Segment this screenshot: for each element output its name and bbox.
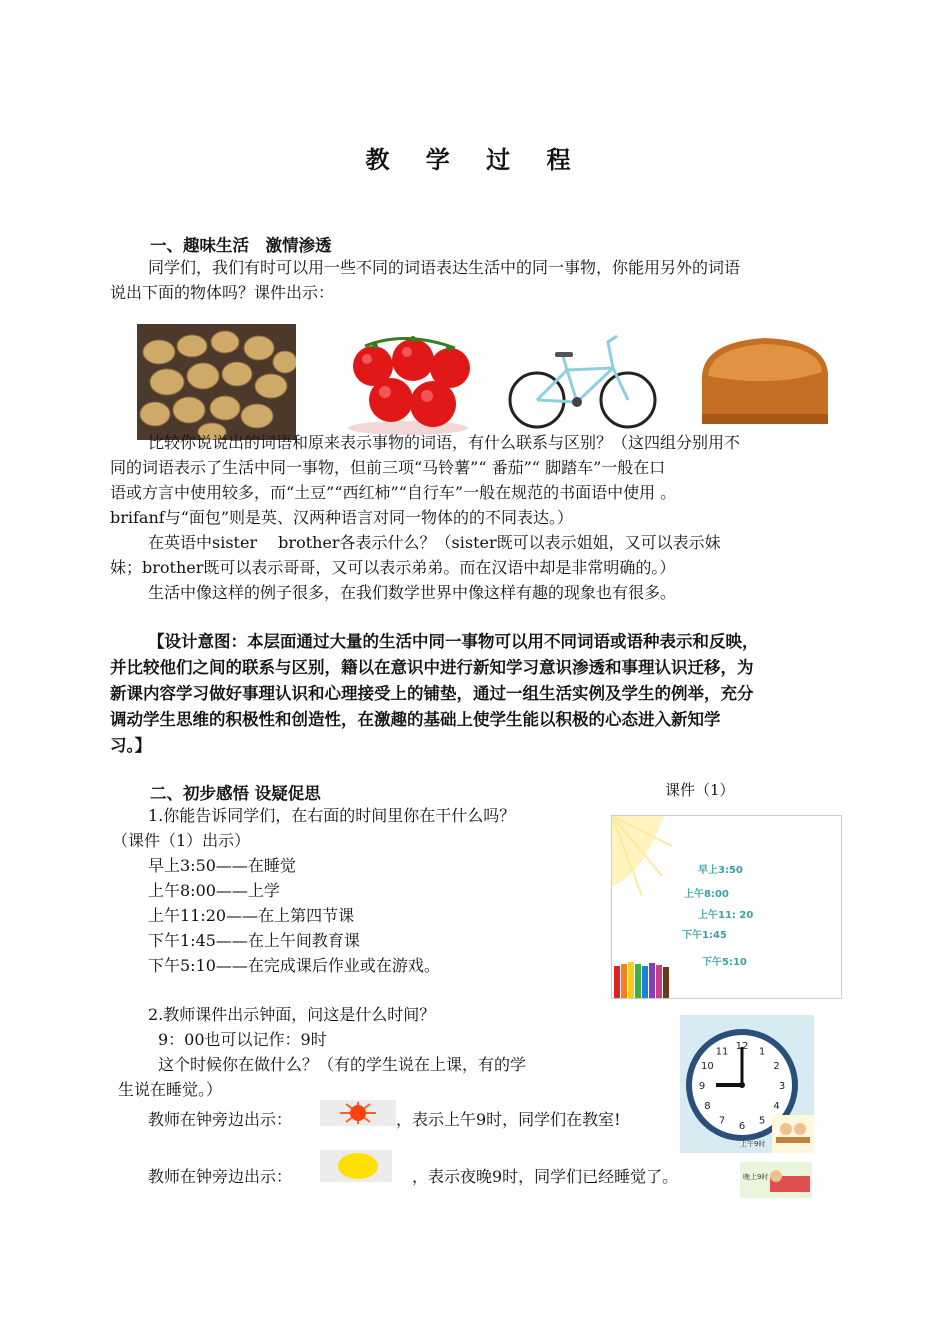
clock-number: 9 xyxy=(698,1081,706,1092)
courseware-slide xyxy=(611,815,842,999)
time-item: 下午1:45——在上午间教育课 xyxy=(148,931,360,950)
compare-line-2: 同的词语表示了生活中同一事物，但前三项“马铃薯”“ 番茄”“ 脚踏车”一般在口 xyxy=(110,458,666,477)
question-2-answer: 9：00也可以记作：9时 xyxy=(158,1030,327,1049)
slide-time: 上午8:00 xyxy=(684,889,729,900)
compare-line-4: brifanf与“面包”则是英、汉两种语言对同一物体的的不同表达。） xyxy=(110,508,574,527)
english-line-2: 妹；brother既可以表示哥哥，又可以表示弟弟。而在汉语中却是非常明确的。） xyxy=(110,558,676,577)
clock-number: 10 xyxy=(701,1061,714,1072)
question-2-ask-line-2: 生说在睡觉。） xyxy=(118,1080,223,1099)
time-item: 上午8:00——上学 xyxy=(148,881,280,900)
question-1-line-1: 1.你能告诉同学们，在右面的时间里你在干什么吗？ xyxy=(148,806,516,825)
question-1-line-2: （课件（1）出示） xyxy=(112,831,251,850)
page-title: 教 学 过 程 xyxy=(365,146,585,174)
design-line-2: 并比较他们之间的联系与区别，籍以在意识中进行新知学习意识渗透和事理认识迁移，为 xyxy=(110,658,754,677)
design-line-4: 调动学生思维的积极性和创造性，在激趣的基础上使学生能以积极的心态进入新知学 xyxy=(110,710,721,729)
design-line-1: 【设计意图：本层面通过大量的生活中同一事物可以用不同词语或语种表示和反映， xyxy=(148,632,759,651)
potato-image xyxy=(137,324,296,440)
sleep-caption: 晚上9时 xyxy=(743,1173,769,1181)
clock-number: 12 xyxy=(735,1041,749,1052)
time-item: 下午5:10——在完成课后作业或在游戏。 xyxy=(148,956,440,975)
clock-number: 5 xyxy=(758,1115,766,1127)
intro-line-2: 说出下面的物体吗？课件出示： xyxy=(110,283,335,302)
clock-number: 2 xyxy=(773,1061,780,1072)
sun-line-suffix: ，表示上午9时，同学们在教室! xyxy=(396,1110,621,1129)
design-line-5: 习。】 xyxy=(110,736,152,755)
life-line: 生活中像这样的例子很多，在我们数学世界中像这样有趣的现象也有很多。 xyxy=(148,583,677,602)
clock-number: 4 xyxy=(773,1101,780,1112)
moon-icon xyxy=(320,1150,392,1182)
classroom-icon xyxy=(772,1115,814,1153)
compare-line-1: 比较你说说出的词语和原来表示事物的词语，有什么联系与区别？（这四组分别用不 xyxy=(148,433,741,452)
question-2-ask-line-1: 这个时候你在做什么？（有的学生说在上课，有的学 xyxy=(158,1055,527,1074)
question-2: 2.教师课件出示钟面，问这是什么时间？ xyxy=(148,1005,436,1024)
bread-image xyxy=(694,328,836,432)
sleeping-icon xyxy=(740,1162,812,1198)
courseware-label: 课件（1） xyxy=(665,781,735,799)
sun-icon xyxy=(320,1100,396,1126)
clock-number: 7 xyxy=(718,1115,726,1127)
tomato-image xyxy=(335,324,482,436)
sun-line-prefix: 教师在钟旁边出示： xyxy=(148,1110,293,1129)
bicycle-image xyxy=(505,322,660,437)
clock-number: 11 xyxy=(715,1046,729,1058)
clock-caption: 上午9时 xyxy=(740,1140,766,1148)
clock-number: 3 xyxy=(778,1081,786,1092)
time-item: 早上3:50——在睡觉 xyxy=(148,856,296,875)
intro-line-1: 同学们，我们有时可以用一些不同的词语表达生活中的同一事物，你能用另外的词语 xyxy=(148,258,741,277)
slide-time: 早上3:50 xyxy=(698,865,743,876)
section1-heading: 一、趣味生活 激情渗透 xyxy=(150,236,332,255)
compare-line-3: 语或方言中使用较多，而“土豆”“西红柿”“自行车”一般在规范的书面语中使用 。 xyxy=(110,483,677,502)
slide-time: 下午5:10 xyxy=(702,957,747,968)
clock-number: 8 xyxy=(704,1101,711,1112)
slide-time: 下午1:45 xyxy=(682,930,727,941)
moon-line-suffix: ，表示夜晚9时，同学们已经睡觉了。 xyxy=(412,1167,679,1186)
design-line-3: 新课内容学习做好事理认识和心理接受上的铺垫，通过一组生活实例及学生的例举，充分 xyxy=(110,684,754,703)
clock-number: 1 xyxy=(758,1046,766,1058)
clock-number: 6 xyxy=(738,1121,746,1132)
time-item: 上午11:20——在上第四节课 xyxy=(148,906,355,925)
section2-heading: 二、初步感悟 设疑促思 xyxy=(150,784,321,803)
slide-time: 上午11: 20 xyxy=(698,910,754,921)
moon-line-prefix: 教师在钟旁边出示： xyxy=(148,1167,293,1186)
english-line-1: 在英语中sister brother各表示什么？（sister既可以表示姐姐，又可以表示妹 xyxy=(148,533,721,552)
clock-image xyxy=(680,1015,814,1153)
